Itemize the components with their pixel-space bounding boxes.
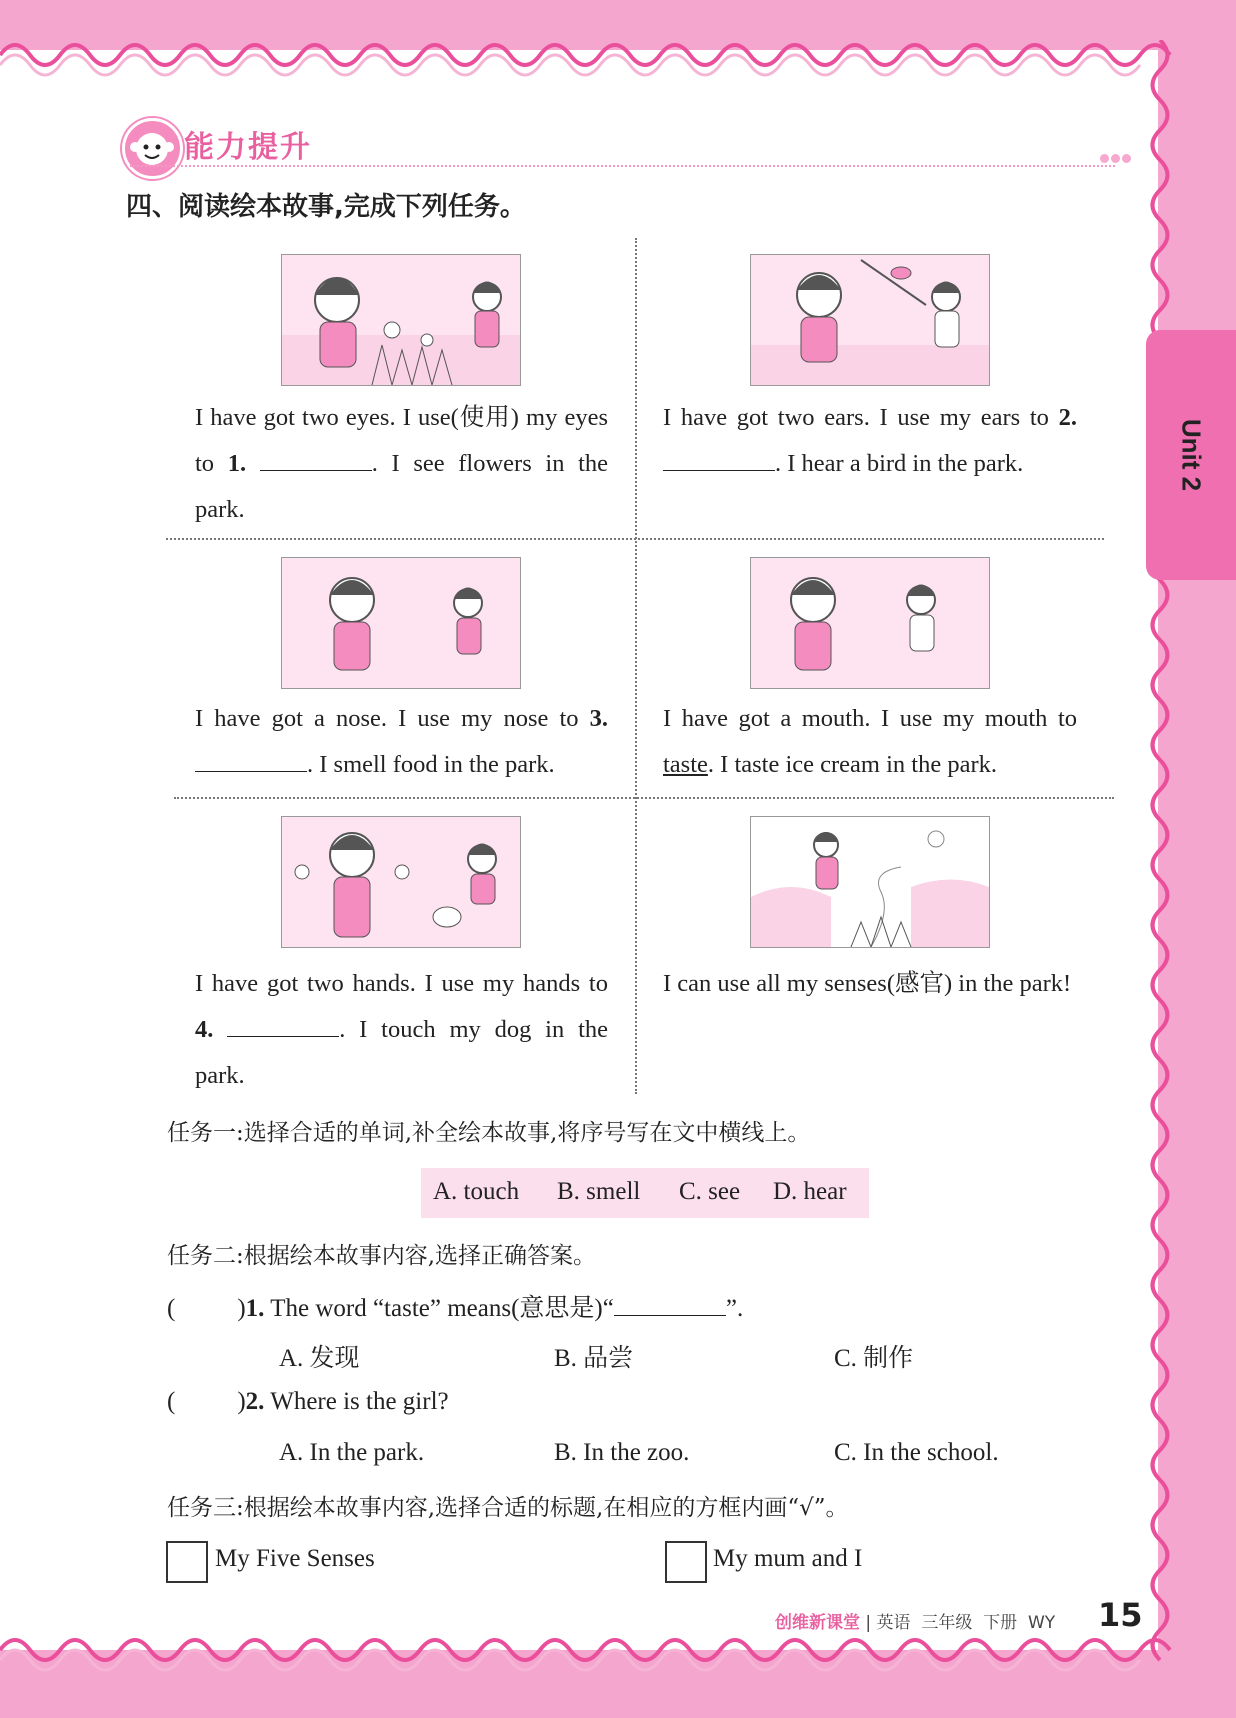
word-option: C. see — [679, 1178, 741, 1205]
section-header-title: 能力提升 — [184, 130, 312, 165]
unit-tab — [1146, 330, 1236, 580]
word-option: D. hear — [773, 1178, 847, 1205]
title-checkbox-1[interactable] — [166, 1541, 208, 1583]
q2-option-b[interactable]: B. In the zoo. — [554, 1439, 690, 1466]
answer-blank-q1[interactable] — [614, 1289, 726, 1316]
story-text-4: I have got a mouth. I use my mouth to taste. I taste ice cream in the park. — [663, 705, 1077, 778]
grid-horizontal-divider — [174, 797, 1114, 799]
word-bank — [421, 1168, 869, 1218]
unit-tab-label: Unit 2 — [1176, 418, 1207, 492]
story-text-6: I can use all my senses(感官) in the park! — [663, 970, 1072, 997]
word-option: B. smell — [557, 1178, 641, 1205]
task2-title: 任务二:根据绘本故事内容,选择正确答案。 — [167, 1243, 597, 1269]
title-choice-2: My mum and I — [713, 1545, 863, 1572]
story-text-1: I have got two eyes. I use(使用) my eyes to 1. . I see flowers in the park. — [195, 404, 609, 523]
header-divider — [130, 165, 1115, 167]
answer-blank-4[interactable] — [227, 1010, 339, 1037]
top-wave-border — [0, 30, 1236, 80]
title-checkbox-2[interactable] — [665, 1541, 707, 1583]
story-text-2: I have got two ears. I use my ears to 2. . I hear a bird in the park. — [663, 404, 1077, 477]
footer-brand-name: 创维新课堂 — [775, 1613, 860, 1633]
footer-info: 创维新课堂 | 英语 三年级 下册 WY — [775, 1613, 1056, 1633]
dog-illustration — [433, 907, 461, 927]
bottom-wave-border — [0, 1630, 1236, 1680]
grid-horizontal-divider — [166, 538, 1104, 540]
girl-nose-illustration — [281, 557, 521, 689]
footer-edition: WY — [1027, 1613, 1056, 1633]
footer-term: 下册 — [983, 1613, 1018, 1633]
answer-blank-1[interactable] — [260, 444, 372, 471]
answer-blank-3[interactable] — [195, 745, 307, 772]
word-option: A. touch — [433, 1178, 520, 1205]
task3-title: 任务三:根据绘本故事内容,选择合适的标题,在相应的方框内画“√”。 — [167, 1495, 849, 1521]
task1-title: 任务一:选择合适的单词,补全绘本故事,将序号写在文中横线上。 — [167, 1120, 811, 1146]
footer-subject: 英语 — [876, 1613, 911, 1633]
question-2: ( )2. Where is the girl? — [167, 1388, 449, 1415]
q1-option-b[interactable]: B. 品尝 — [554, 1345, 634, 1372]
q1-option-c[interactable]: C. 制作 — [834, 1345, 914, 1372]
q1-option-a[interactable]: A. 发现 — [279, 1345, 360, 1372]
page-number: 15 — [1098, 1596, 1143, 1634]
girl-mouth-illustration — [750, 557, 990, 689]
answer-blank-2[interactable] — [663, 444, 775, 471]
story-text-3: I have got a nose. I use my nose to 3. . I smell food in the park. — [195, 705, 608, 778]
section-title: 四、阅读绘本故事,完成下列任务。 — [126, 192, 526, 222]
right-wave-border — [1140, 40, 1180, 1680]
footer-grade: 三年级 — [921, 1613, 973, 1633]
girl-ears-illustration — [750, 254, 990, 386]
q2-option-a[interactable]: A. In the park. — [279, 1439, 425, 1466]
grid-vertical-divider — [635, 238, 637, 1094]
monkey-mascot-icon — [122, 118, 183, 179]
question-1: ( )1. The word “taste” means(意思是)“ ”. — [167, 1288, 743, 1324]
story-text-5: I have got two hands. I use my hands to 4. . I touch my dog in the park. — [195, 970, 609, 1089]
bird-illustration — [891, 267, 911, 279]
q2-option-c[interactable]: C. In the school. — [834, 1439, 999, 1466]
title-choice-1: My Five Senses — [215, 1545, 375, 1572]
girl-hands-illustration — [281, 816, 521, 948]
header-dots-decoration — [1100, 150, 1133, 168]
girl-eyes-illustration — [281, 254, 521, 386]
park-scene-illustration — [750, 816, 990, 948]
